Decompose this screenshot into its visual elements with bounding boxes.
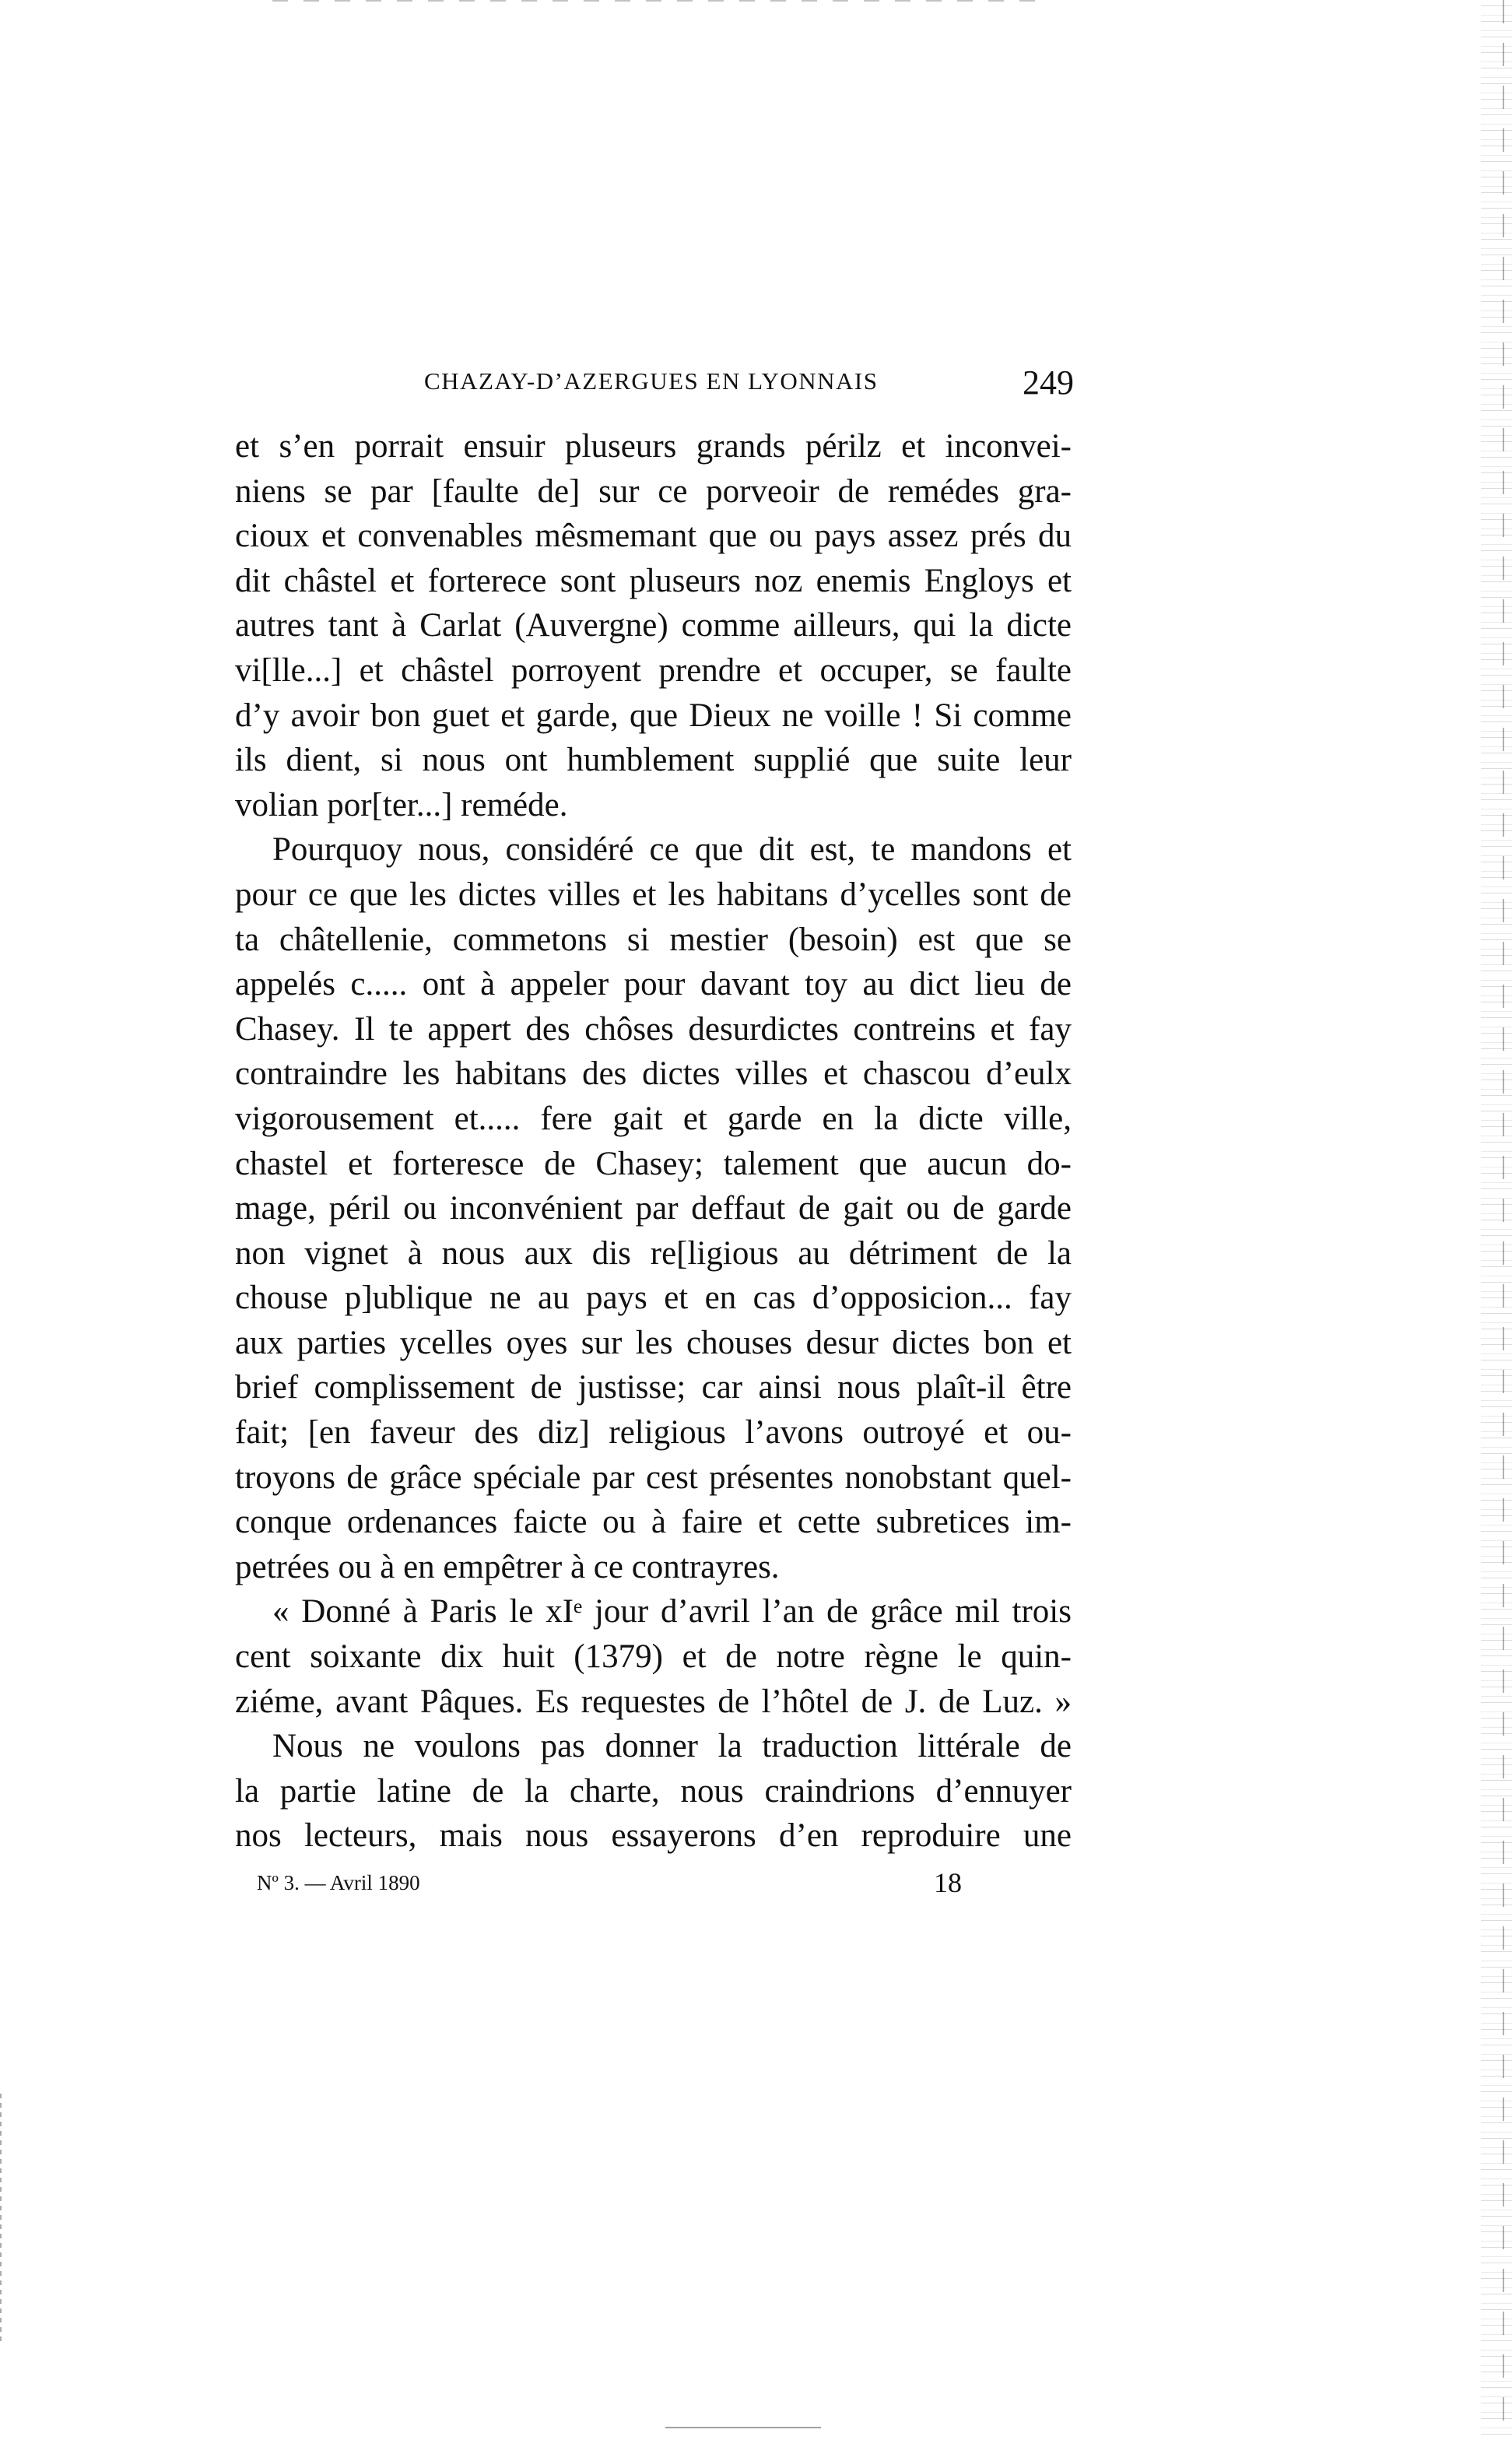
text-line: brief complissement de justisse; car ainsi nous plaît-il être	[235, 1369, 1072, 1406]
text-line: ziéme, avant Pâques. Es requestes de l’hôtel de J. de Luz. »	[235, 1683, 1072, 1720]
text-line: vi[lle...] et châstel porroyent prendre et occuper, se faulte	[235, 651, 1072, 689]
text-line: autres tant à Carlat (Auvergne) comme ailleurs, qui la dicte	[235, 607, 1072, 644]
page-header	[424, 363, 1074, 402]
scan-artifact-right-edge	[1481, 0, 1512, 2440]
issue-label: Nº 3. — Avril 1890	[257, 1871, 420, 1894]
text-line: mage, péril ou inconvénient par deffaut de gait ou de garde	[235, 1190, 1072, 1227]
text-line: cent soixante dix huit (1379) et de notre règne le quin-	[235, 1638, 1072, 1676]
paragraph-start-line: « Donné à Paris le xIᵉ jour d’avril l’an de grâce mil trois	[272, 1593, 1072, 1631]
text-line: cioux et convenables mêsmemant que ou pays assez prés du	[235, 518, 1072, 555]
paragraph-start-line: Nous ne voulons pas donner la traduction littérale de	[272, 1728, 1072, 1765]
paragraph-start-line: Pourquoy nous, considéré ce que dit est, te mandons et	[272, 831, 1072, 869]
text-line: petrées ou à en empêtrer à ce contrayres.	[235, 1548, 780, 1585]
text-line: Chasey. Il te appert des chôses desurdictes contreins et fay	[235, 1010, 1072, 1048]
scan-artifact-right-edge-line	[1503, 0, 1504, 2440]
text-line: niens se par [faulte de] sur ce porveoir de remédes gra-	[235, 472, 1072, 510]
text-line: aux parties ycelles oyes sur les chouses desur dictes bon et	[235, 1324, 1072, 1361]
scan-artifact-bottom	[665, 2427, 821, 2428]
text-line: et s’en porrait ensuir pluseurs grands périlz et inconvei-	[235, 428, 1072, 465]
text-line: ta châtellenie, commetons si mestier (besoin) est que se	[235, 921, 1072, 958]
text-line: volian por[ter...] reméde.	[235, 786, 568, 823]
text-line: contraindre les habitans des dictes villes et chascou d’eulx	[235, 1055, 1072, 1093]
text-line: non vignet à nous aux dis re[ligious au détriment de la	[235, 1234, 1072, 1272]
text-line: chastel et forteresce de Chasey; talement que aucun do-	[235, 1145, 1072, 1182]
text-line: appelés c..... ont à appeler pour davant toy au dict lieu de	[235, 966, 1072, 1003]
scan-artifact-top	[272, 0, 1051, 2]
text-line: pour ce que les dictes villes et les habitans d’ycelles sont de	[235, 876, 1072, 913]
text-line: chouse p]ublique ne au pays et en cas d’opposicion... fay	[235, 1280, 1072, 1317]
text-line: conque ordenances faicte ou à faire et cette subretices im-	[235, 1504, 1072, 1541]
text-line: ils dient, si nous ont humblement supplié que suite leur	[235, 742, 1072, 779]
signature-mark: 18	[934, 1867, 962, 1898]
text-line: dit châstel et forterece sont pluseurs noz enemis Engloys et	[235, 562, 1072, 599]
body-text	[235, 424, 1072, 1859]
text-line: d’y avoir bon guet et garde, que Dieux ne voille ! Si comme	[235, 697, 1072, 734]
text-line: fait; [en faveur des diz] religious l’avons outroyé et ou-	[235, 1414, 1072, 1452]
text-line: troyons de grâce spéciale par cest présentes nonobstant quel-	[235, 1459, 1072, 1496]
scan-artifact-left-edge	[0, 2094, 2, 2343]
page-footer	[257, 1866, 962, 1905]
text-line: nos lecteurs, mais nous essayerons d’en reproduire une	[235, 1817, 1072, 1855]
page-number: 249	[1023, 363, 1074, 402]
text-line: la partie latine de la charte, nous craindrions d’ennuyer	[235, 1772, 1072, 1810]
text-line: vigorousement et..... fere gait et garde en la dicte ville,	[235, 1100, 1072, 1137]
running-title: CHAZAY-D’AZERGUES EN LYONNAIS	[424, 367, 879, 395]
